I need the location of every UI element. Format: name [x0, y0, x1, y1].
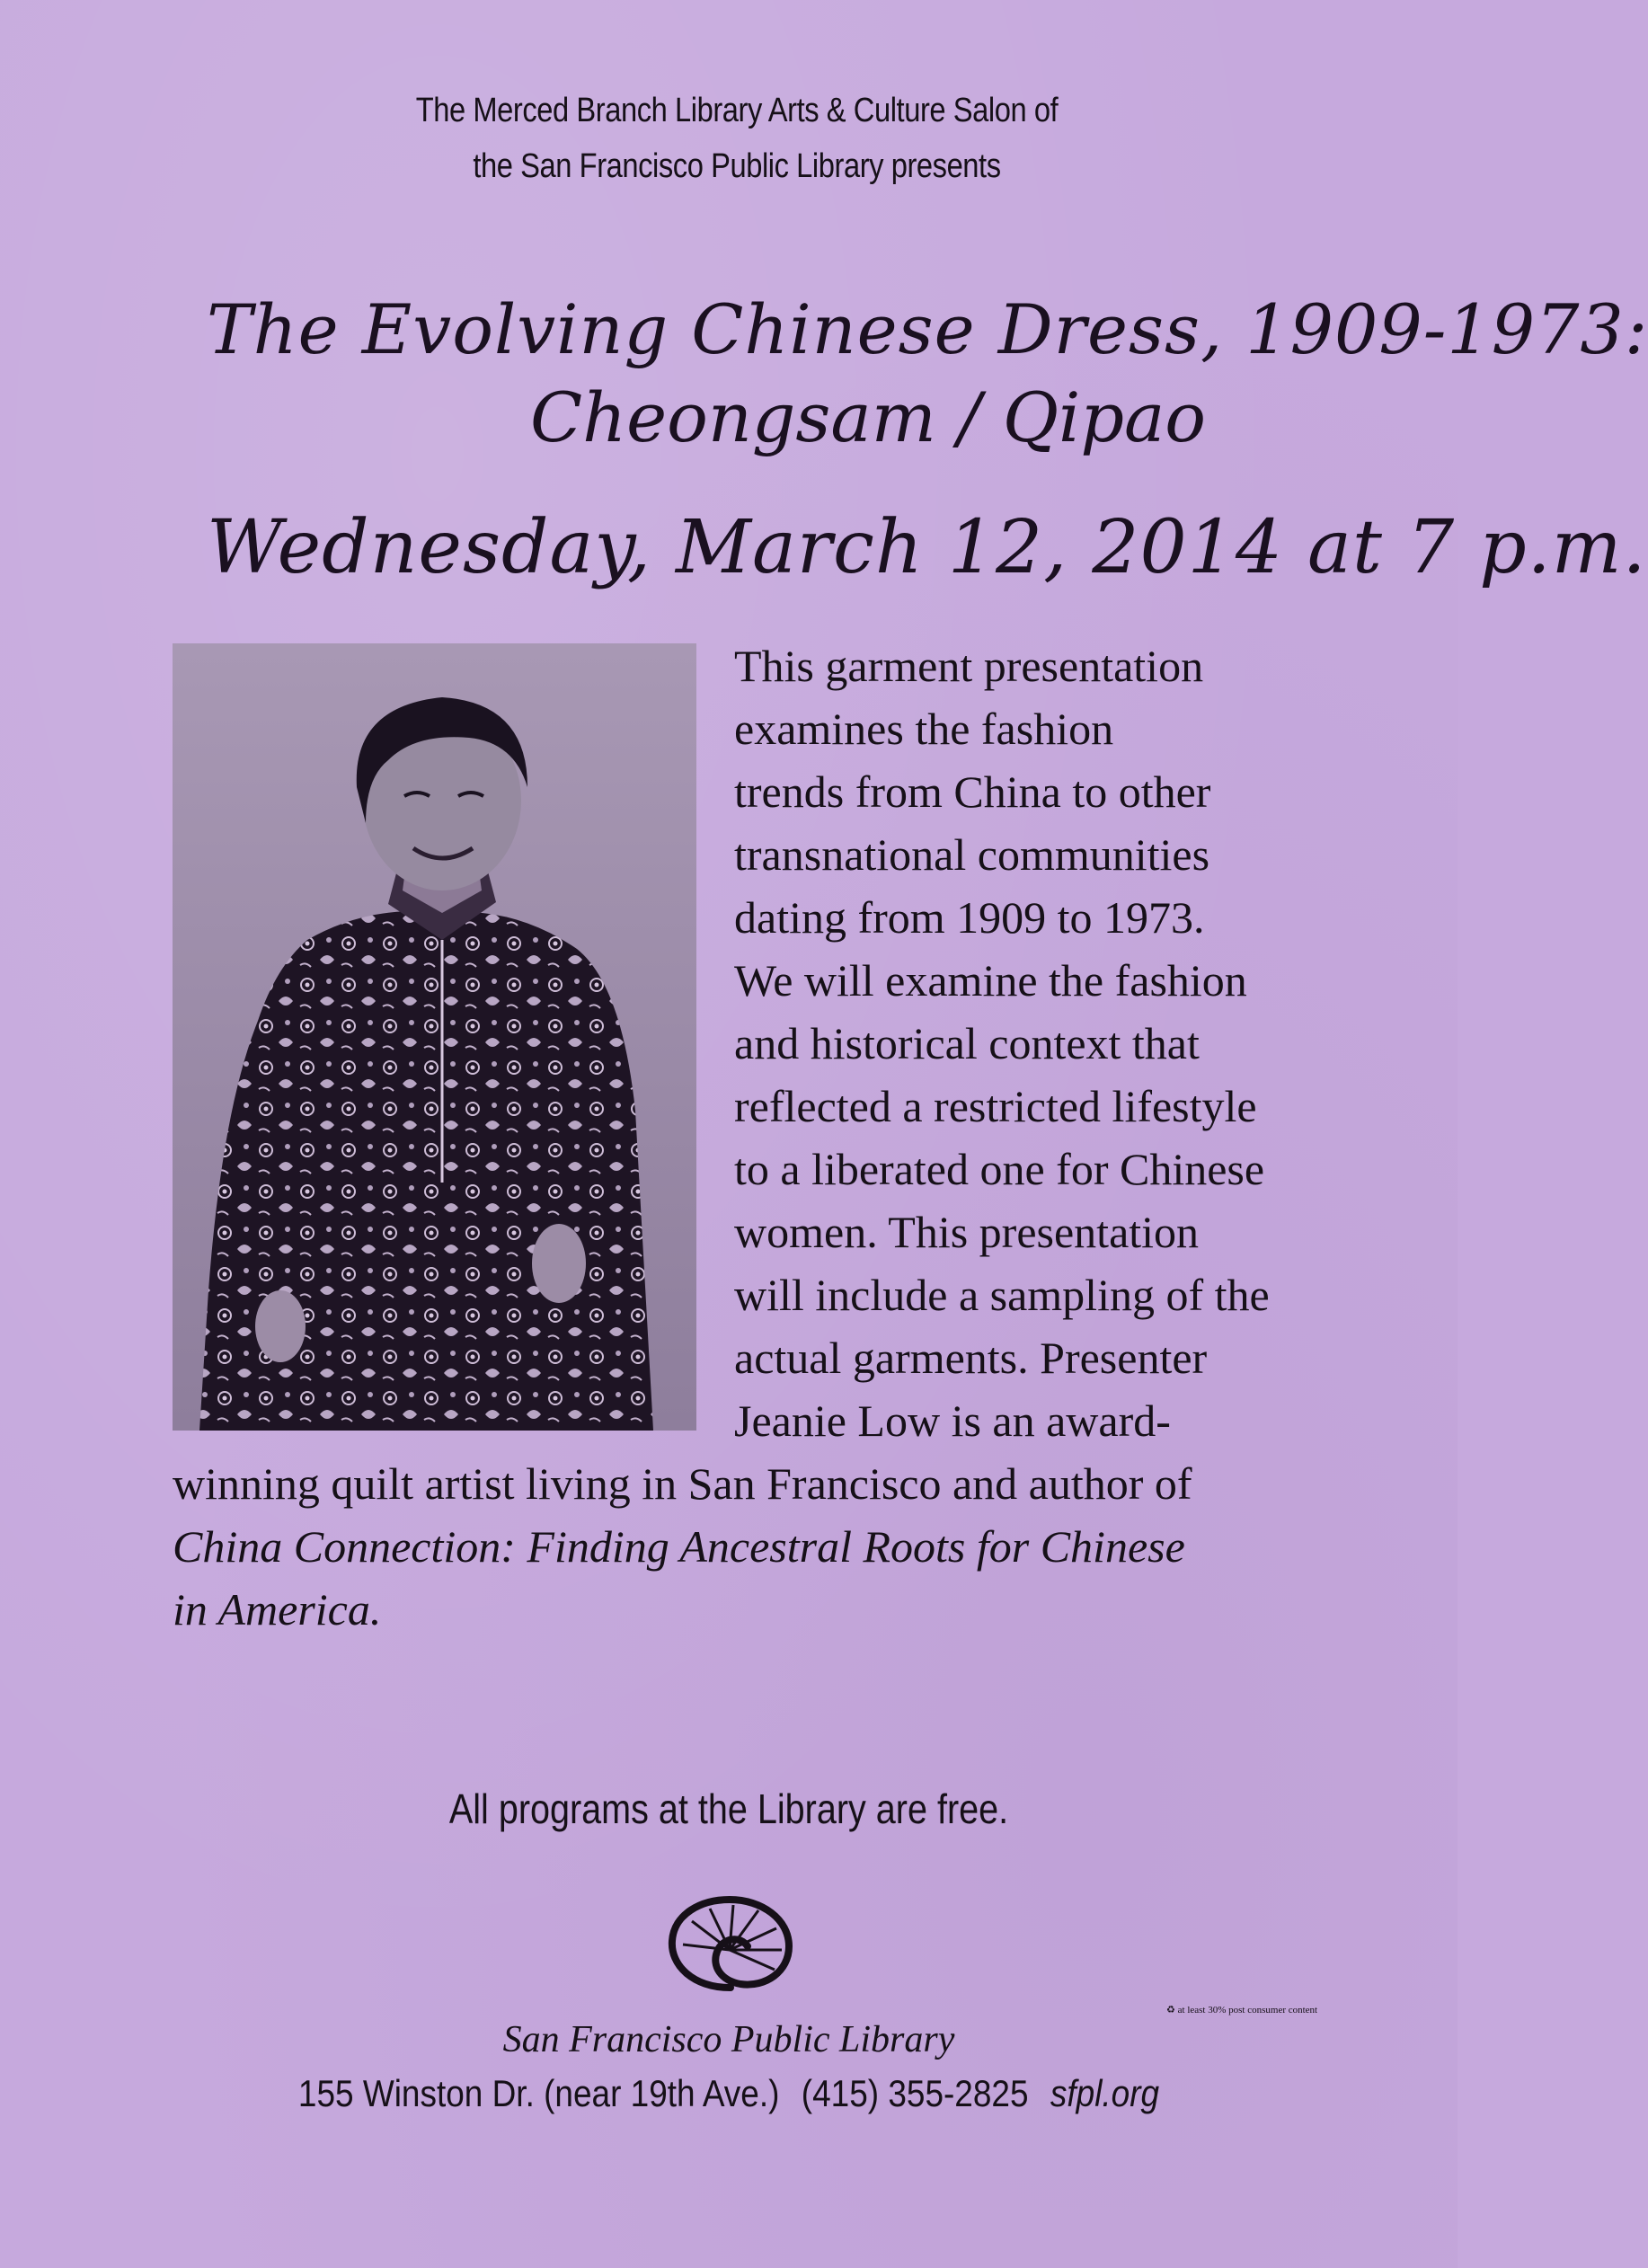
presenter-photo-illustration [173, 643, 696, 1431]
description-line: examines the fashion [734, 704, 1114, 754]
description-continued [173, 1452, 1377, 1641]
book-title-line-2: in America. [173, 1584, 382, 1635]
library-name: San Francisco Public Library [502, 2019, 955, 2060]
description-wide-line: winning quilt artist living in San Francisco and author of [173, 1458, 1192, 1509]
recycle-note [1166, 2004, 1317, 2016]
description-line: will include a sampling of the [734, 1270, 1270, 1320]
description-line: actual garments. Presenter [734, 1333, 1208, 1383]
free-programs-note: All programs at the Library are free. [448, 1785, 1009, 1832]
shell-logo-icon [665, 1894, 796, 1995]
title-line-2: Cheongsam / Qipao [530, 377, 1207, 457]
presenter-photo [173, 643, 696, 1431]
library-phone: (415) 355-2825 [801, 2072, 1029, 2114]
description-line: We will examine the fashion [734, 955, 1247, 1006]
library-website: sfpl.org [1050, 2072, 1160, 2114]
recycle-note-text: at least 30% post consumer content [1177, 2005, 1318, 2016]
description-line: women. This presentation [734, 1207, 1200, 1257]
description-line: This garment presentation [734, 641, 1204, 691]
description-line: Jeanie Low is an award- [734, 1395, 1171, 1446]
presenter-line-1: The Merced Branch Library Arts & Culture Salon of [415, 92, 1059, 129]
presenter-line-2: the San Francisco Public Library presents [473, 147, 1001, 185]
description-line: and historical context that [734, 1018, 1200, 1068]
title-line-1: The Evolving Chinese Dress, 1909-1973: [207, 289, 1648, 369]
recycle-icon: ♻ [1166, 2005, 1175, 2016]
presenter-line [335, 83, 1139, 194]
description-line: transnational communities [734, 829, 1210, 880]
event-date: Wednesday, March 12, 2014 at 7 p.m. [207, 505, 1647, 590]
description-line: reflected a restricted lifestyle [734, 1081, 1257, 1131]
description-line: to a liberated one for Chinese [734, 1144, 1265, 1194]
description-column [734, 634, 1381, 1452]
description-line: trends from China to other [734, 766, 1211, 817]
library-address: 155 Winston Dr. (near 19th Ave.) [297, 2072, 780, 2114]
book-title-line-1: China Connection: Finding Ancestral Roots for Chinese [173, 1521, 1185, 1572]
library-contact [87, 2072, 1369, 2115]
description-line: dating from 1909 to 1973. [734, 892, 1205, 943]
